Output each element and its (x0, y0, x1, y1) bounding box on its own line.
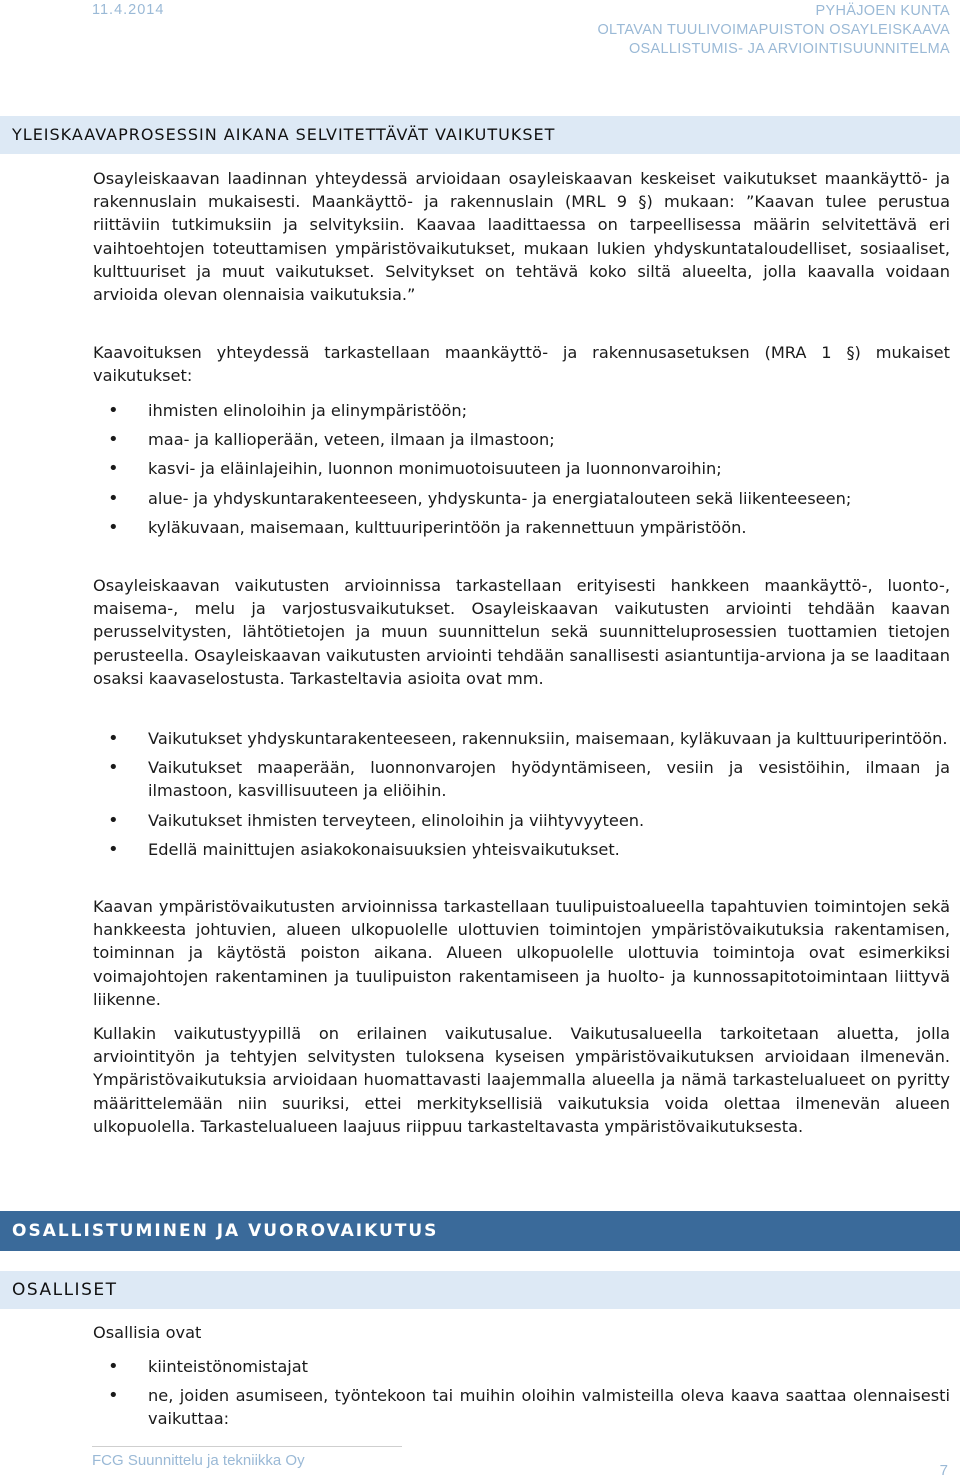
paragraph-text: Kaavoituksen yhteydessä tarkastellaan maankäyttö- ja rakennusasetuksen (MRA 1 §) mukaiset vaikutukset: (93, 343, 950, 386)
list-item: • Vaikutukset ihmisten terveyteen, elinoloihin ja viihtyvyyteen. (93, 809, 950, 832)
header-document-type: OSALLISTUMIS- JA ARVIOINTISUUNNITELMA (628, 41, 950, 57)
header-municipality: PYHÄJOEN KUNTA (815, 3, 950, 19)
list-item: • ihmisten elinoloihin ja elinympäristöön; (93, 399, 950, 422)
list-item: • ne, joiden asumiseen, työntekoon tai muihin oloihin valmisteilla oleva kaava saattaa olennaisesti vaikuttaa: (93, 1384, 950, 1430)
impact-list (93, 399, 950, 539)
header-date: 11.4.2014 (92, 2, 165, 18)
list-item: • kyläkuvaan, maisemaan, kulttuuriperintöön ja rakennettuun ympäristöön. (93, 516, 950, 539)
section-heading-band (0, 116, 960, 154)
footer-company: FCG Suunnittelu ja tekniikka Oy (92, 1452, 305, 1469)
paragraph-impact-area (93, 1022, 950, 1138)
assessment-list (93, 727, 950, 861)
list-item: • alue- ja yhdyskuntarakenteeseen, yhdyskunta- ja energiatalouteen sekä liikenteeseen; (93, 487, 950, 510)
stakeholder-list (93, 1355, 950, 1431)
list-item: • kasvi- ja eläinlajeihin, luonnon monimuotoisuuteen ja luonnonvaroihin; (93, 457, 950, 480)
list-item: • Vaikutukset yhdyskuntarakenteeseen, rakennuksiin, maisemaan, kyläkuvaan ja kulttuuriperintöön. (93, 727, 950, 750)
paragraph-text: Osayleiskaavan laadinnan yhteydessä arvioidaan osayleiskaavan keskeiset vaikutukset maankäyttö- ja rakennuslain mukaisesti. Maankäyttö- ja rakennuslain (MRL 9 §) mukaan: ”Kaavan tulee perustua riittäviin tutkimuksiin ja selvityksiin. Kaavaa laadittaessa on tarpeellisessa määrin selvitettävä eri vaihtoehtojen toteuttamisen ympäristövaikutukset, mukaan lukien yhdyskuntataloudelliset, sosiaaliset, kulttuuriset ja muut vaikutukset. Selvitykset on tehtävä koko siltä alueelta, jolla kaavalla voidaan arvioida olevan olennaisia vaikutuksia.” (93, 169, 950, 305)
paragraph-mra (93, 341, 950, 387)
chapter-heading-band (0, 1211, 960, 1251)
list-item: • maa- ja kallioperään, veteen, ilmaan ja ilmastoon; (93, 428, 950, 451)
footer-divider (92, 1446, 402, 1447)
page-number: 7 (939, 1462, 948, 1479)
subsection-heading: OSALLISET (12, 1280, 118, 1300)
paragraph-text: Osallisia ovat (93, 1323, 202, 1342)
paragraph-environment (93, 895, 950, 1011)
paragraph-stakeholders (93, 1321, 950, 1344)
chapter-heading: OSALLISTUMINEN JA VUOROVAIKUTUS (12, 1221, 439, 1241)
paragraph-assessment (93, 574, 950, 690)
list-item: • Edellä mainittujen asiakokonaisuuksien yhteisvaikutukset. (93, 838, 950, 861)
header-block (597, 2, 950, 59)
paragraph-text: Kaavan ympäristövaikutusten arvioinnissa tarkastellaan tuulipuistoalueella tapahtuvien toimintojen sekä hankkeesta johtuvien, alueen ulkopuolelle ulottuvien toimintojen ympäristövaikutuksia rakentamisen, toiminnan ja käytöstä poiston aikana. Alueen ulkopuolelle ulottuvia toimintoja ovat esimerkiksi voimajohtojen rakentaminen ja tuulipuiston rakentamiseen ja huolto- ja kunnossapitotoimintaan liittyvä liikenne. (93, 897, 950, 1009)
header-plan-name: OLTAVAN TUULIVOIMAPUISTON OSAYLEISKAAVA (597, 22, 950, 38)
list-item: • Vaikutukset maaperään, luonnonvarojen hyödyntämiseen, vesiin ja vesistöihin, ilmaan ja ilmastoon, kasvillisuuteen ja eliöihin. (93, 756, 950, 802)
paragraph-text: Kullakin vaikutustyypillä on erilainen vaikutusalue. Vaikutusalueella tarkoitetaan aluetta, jolla arviointityön ja tehtyjen selvitysten tuloksena kyseisen ympäristövaikutuksen arvioidaan ilmenevän. Ympäristövaikutuksia arvioidaan huomattavasti laajemmalla alueella ja nämä tarkastelualueet on pyritty määrittelemään niin suuriksi, ettei merkityksellisiä vaikutuksia voida olettaa ilmenevän alueen ulkopuolella. Tarkastelualueen laajuus riippuu tarkasteltavasta ympäristövaikutuksesta. (93, 1024, 950, 1136)
list-item: • kiinteistönomistajat (93, 1355, 950, 1378)
subsection-heading-band (0, 1271, 960, 1309)
section-heading: YLEISKAAVAPROSESSIN AIKANA SELVITETTÄVÄT VAIKUTUKSET (12, 125, 556, 144)
paragraph-intro (93, 167, 950, 306)
paragraph-text: Osayleiskaavan vaikutusten arvioinnissa tarkastellaan erityisesti hankkeen maankäyttö-, luonto-, maisema-, melu ja varjostusvaikutukset. Osayleiskaavan vaikutusten arviointi tehdään kaavan perusselvitysten, lähtötietojen ja muun suunnittelun sekä suunnitteluprosessien tuottamien tietojen perusteella. Osayleiskaavan vaikutusten arviointi tehdään sanallisesti asiantuntija-arviona ja se laaditaan osaksi kaavaselostusta. Tarkasteltavia asioita ovat mm. (93, 576, 950, 688)
